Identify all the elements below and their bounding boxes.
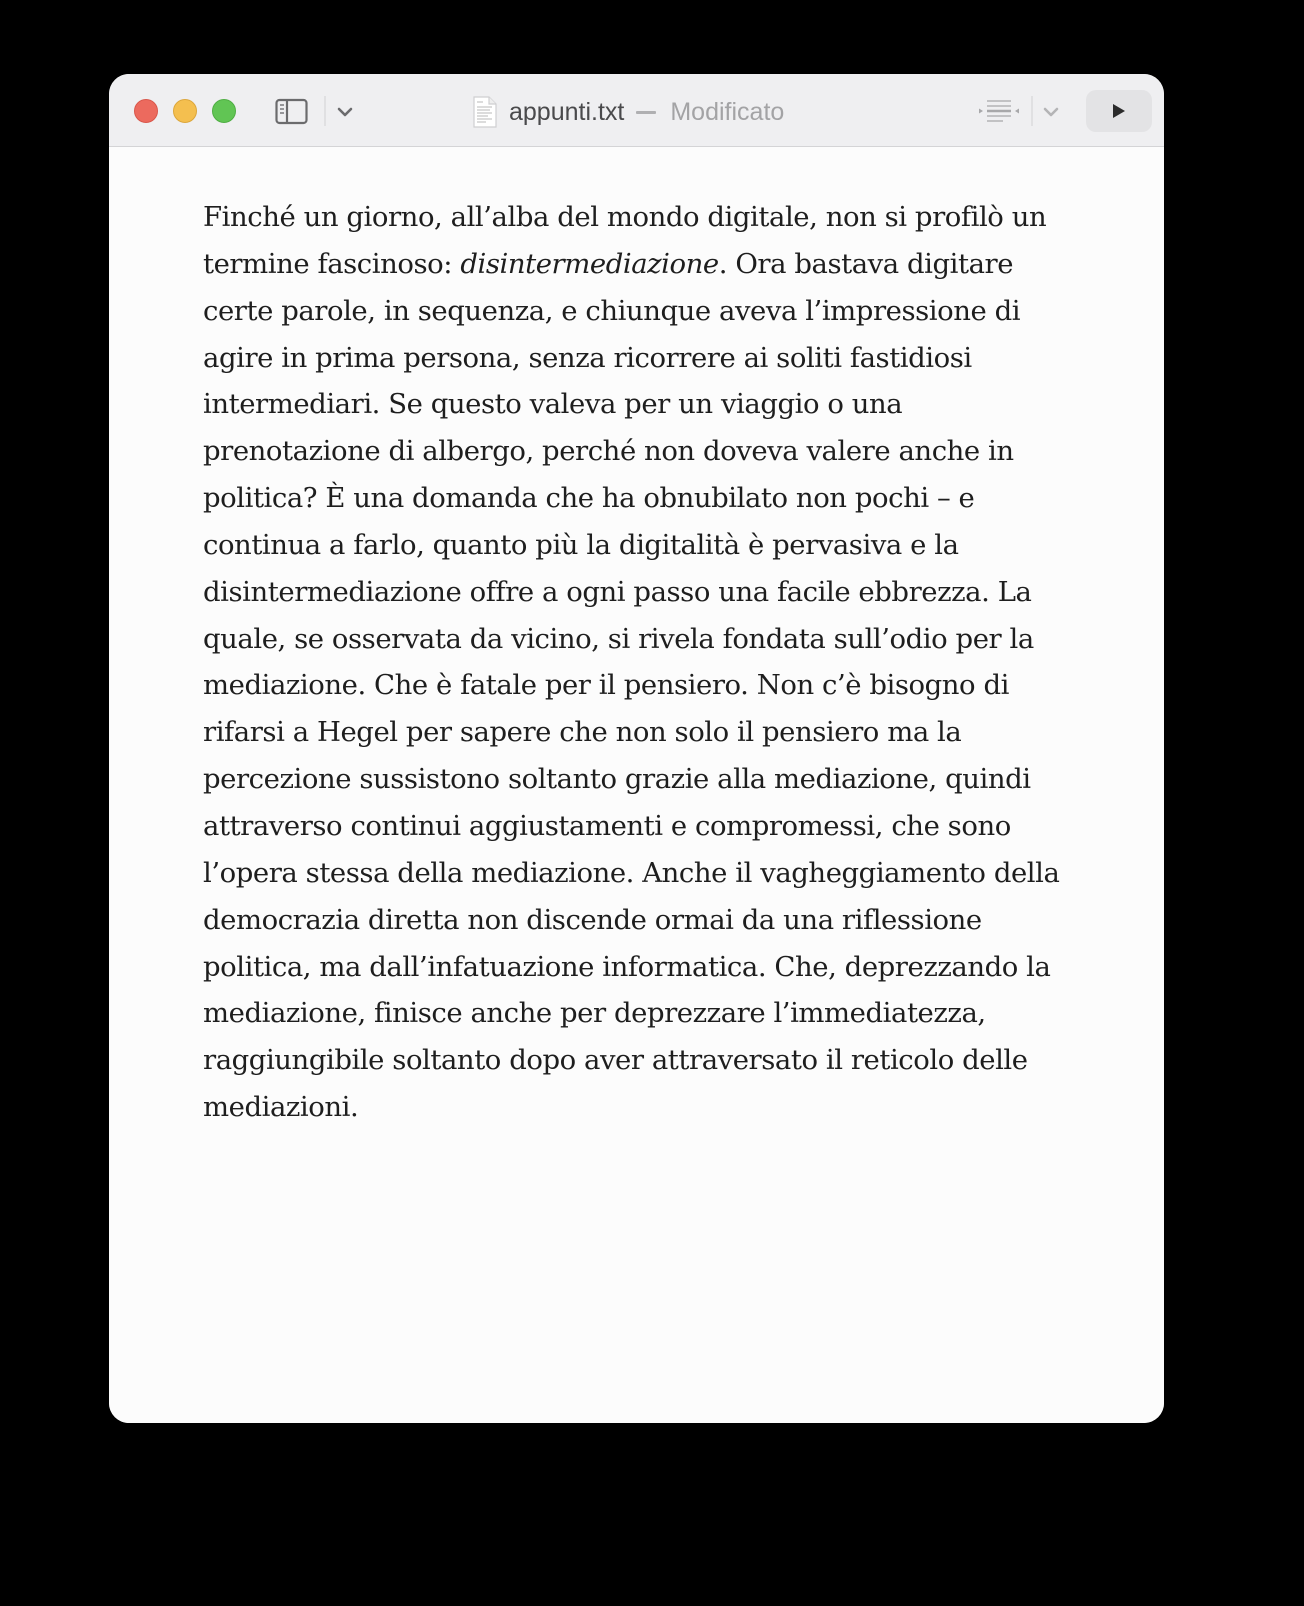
title-separator bbox=[636, 111, 656, 114]
text-line: mediazione, finisce anche per deprezzare l’immediatezza, bbox=[203, 997, 986, 1030]
text-segment: . Ora bastava digitare bbox=[718, 247, 1014, 280]
toolbar-divider bbox=[1031, 96, 1033, 126]
sidebar-toggle-icon bbox=[275, 98, 309, 126]
text-line: rifarsi a Hegel per sapere che non solo il pensiero ma la bbox=[203, 716, 962, 749]
text-line: quale, se osservata da vicino, si rivela fondata sull’odio per la bbox=[203, 622, 1034, 655]
text-line: percezione sussistono soltanto grazie alla mediazione, quindi bbox=[203, 763, 1031, 796]
editor-area[interactable] bbox=[109, 147, 1164, 1423]
text-line: intermediari. Se questo valeva per un viaggio o una bbox=[203, 388, 903, 421]
document-status: Modificato bbox=[670, 97, 785, 126]
minimize-button[interactable] bbox=[173, 99, 197, 123]
close-button[interactable] bbox=[134, 99, 158, 123]
title-bar[interactable] bbox=[109, 74, 1164, 147]
text-line: Finché un giorno, all’alba del mondo digitale, non si profilò un bbox=[203, 201, 1047, 233]
text-format-button[interactable] bbox=[978, 96, 1022, 126]
text-line: politica, ma dall’infatuazione informatica. Che, deprezzando la bbox=[203, 950, 1051, 983]
text-segment: termine fascinoso: bbox=[203, 247, 461, 280]
italic-term: disintermediazione bbox=[460, 247, 719, 280]
play-icon bbox=[1110, 102, 1128, 120]
text-document-icon bbox=[473, 96, 497, 128]
toolbar-divider bbox=[324, 96, 326, 126]
sidebar-toggle-button[interactable] bbox=[275, 98, 309, 126]
text-line: attraverso continui aggiustamenti e compromessi, che sono bbox=[203, 809, 1011, 842]
text-editor-window bbox=[109, 74, 1164, 1423]
text-line: prenotazione di albergo, perché non doveva valere anche in bbox=[203, 435, 1014, 468]
run-button[interactable] bbox=[1086, 90, 1152, 132]
chevron-down-icon bbox=[334, 101, 356, 123]
format-menu-button[interactable] bbox=[1040, 101, 1062, 123]
text-line: democrazia diretta non discende ormai da una riflessione bbox=[203, 903, 982, 936]
document-text[interactable] bbox=[203, 194, 1083, 1131]
zoom-button[interactable] bbox=[212, 99, 236, 123]
text-line: agire in prima persona, senza ricorrere ai soliti fastidiosi bbox=[203, 341, 972, 374]
text-line: disintermediazione offre a ogni passo una facile ebbrezza. La bbox=[203, 575, 1032, 608]
window-title[interactable] bbox=[473, 92, 784, 132]
text-line: l’opera stessa della mediazione. Anche il vagheggiamento della bbox=[203, 856, 1060, 889]
file-name: appunti.txt bbox=[509, 97, 625, 126]
text-line: certe parole, in sequenza, e chiunque aveva l’impressione di bbox=[203, 294, 1021, 327]
sidebar-menu-button[interactable] bbox=[334, 101, 356, 123]
chevron-down-icon bbox=[1040, 101, 1062, 123]
text-format-icon bbox=[978, 96, 1022, 126]
text-line bbox=[203, 241, 1083, 288]
text-line: raggiungibile soltanto dopo aver attraversato il reticolo delle bbox=[203, 1044, 1028, 1077]
text-line: continua a farlo, quanto più la digitalità è pervasiva e la bbox=[203, 528, 959, 561]
text-line: politica? È una domanda che ha obnubilato non pochi – e bbox=[203, 482, 975, 515]
text-line: mediazione. Che è fatale per il pensiero. Non c’è bisogno di bbox=[203, 669, 1009, 702]
text-line: mediazioni. bbox=[203, 1091, 359, 1124]
